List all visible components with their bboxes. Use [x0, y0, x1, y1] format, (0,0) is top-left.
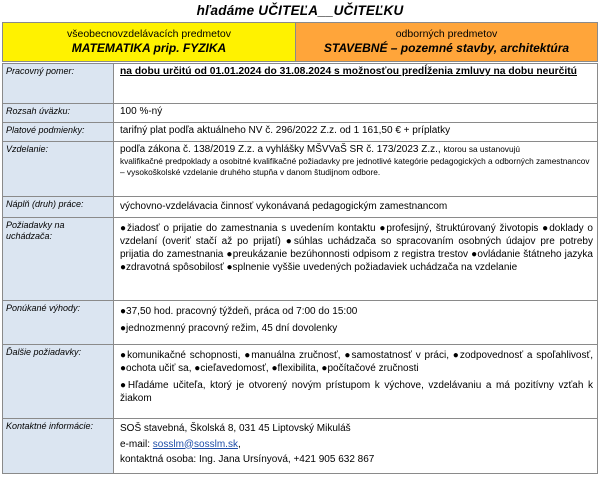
header-left-main: MATEMATIKA prip. FYZIKA [71, 41, 227, 55]
contact-email-label: e-mail: [120, 438, 151, 450]
label-requirements: Požiadavky na uchádzača: [3, 218, 114, 301]
label-contact: Kontaktné informácie: [3, 419, 114, 474]
row-other-requirements [3, 345, 598, 419]
header-general-subjects [2, 22, 295, 62]
subject-headers [2, 22, 598, 62]
label-education: Vzdelanie: [3, 142, 114, 197]
benefit-item: ●jednozmenný pracovný režim, 45 dní dovolenky [120, 323, 338, 334]
contact-person: kontaktná osoba: Ing. Jana Ursínyová, +421 905 632 867 [120, 454, 375, 465]
education-detail: kvalifikačné predpoklady a osobitné kvalifikačné požiadavky pre jednotlivé kategórie pedagogických a odborných zamestnancov – vysokoškolské vzdelanie druhého stupňa v danom študijnom odbore. [120, 156, 590, 177]
info-table [2, 63, 598, 474]
row-education [3, 142, 598, 197]
label-benefits: Ponúkané výhody: [3, 301, 114, 345]
header-right-sub: odborných predmetov [395, 28, 498, 40]
contact-email-tail: , [237, 438, 241, 450]
page-title: hľadáme UČITEĽA__UČITEĽKU [196, 3, 404, 18]
skills-list: ●komunikačné schopnosti, ●manuálna zručnosť, ●samostatnosť v práci, ●zodpovednosť a spoľahlivosť, ●ochota učiť sa, ●cieľavedomosť, ●flexibilita, ●počítačové zručnosti [120, 350, 593, 374]
row-salary [3, 123, 598, 142]
label-job-content: Náplň (druh) práce: [3, 197, 114, 218]
row-job-content [3, 197, 598, 218]
header-right-main: STAVEBNÉ – pozemné stavby, architektúra [323, 41, 570, 55]
value-requirements: ●žiadosť o prijatie do zamestnania s uvedením kontaktu ●profesijný, štruktúrovaný životopis ●doklady o vzdelaní (overiť stačí až po prijatí) ●súhlas uchádzača so spracovaním osobných údajov pre potreby prijatia do zamestnania ●preukázanie bezúhonnosti odpisom z registra trestov ●ovládanie štátneho jazyka ●zdravotná spôsobilosť ●splnenie vyššie uvedených požiadaviek uchádzača na vzdelanie [114, 218, 598, 301]
row-employment [3, 64, 598, 104]
label-other-requirements: Ďalšie požiadavky: [3, 345, 114, 419]
contact-address: SOŠ stavebná, Školská 8, 031 45 Liptovský Mikuláš [120, 423, 351, 434]
contact-email-link[interactable]: sosslm@sosslm.sk [152, 438, 238, 450]
row-benefits [3, 301, 598, 345]
benefit-item: ●37,50 hod. pracovný týždeň, práca od 7:00 do 15:00 [120, 306, 358, 317]
header-left-sub: všeobecnovzdelávacích predmetov [66, 28, 231, 40]
row-workload [3, 104, 598, 123]
value-benefits [114, 301, 598, 345]
value-education [114, 142, 598, 197]
value-other-requirements [114, 345, 598, 419]
header-vocational-subjects [295, 22, 598, 62]
label-employment: Pracovný pomer: [3, 64, 114, 104]
value-contact [114, 419, 598, 474]
row-contact [3, 419, 598, 474]
attitude-note: ●Hľadáme učiteľa, ktorý je otvorený novým prístupom k výchove, vzdelávaniu a má pozitívny vzťah k žiakom [120, 380, 593, 404]
label-salary: Platové podmienky: [3, 123, 114, 142]
contact-email-line [120, 437, 593, 453]
value-employment: na dobu určitú od 01.01.2024 do 31.08.2024 s možnosťou predĺženia zmluvy na dobu neurčitú [114, 64, 598, 104]
education-law: podľa zákona č. 138/2019 Z.z. a vyhlášky MŠVVaŠ SR č. 173/2023 Z.z., [120, 144, 441, 155]
label-workload: Rozsah úväzku: [3, 104, 114, 123]
value-workload: 100 %-ný [114, 104, 598, 123]
education-law-tail: ktorou sa ustanovujú [443, 144, 521, 154]
value-salary: tarifný plat podľa aktuálneho NV č. 296/2022 Z.z. od 1 161,50 € + príplatky [114, 123, 598, 142]
value-job-content: výchovno-vzdelávacia činnosť vykonávaná pedagogickým zamestnancom [114, 197, 598, 218]
row-requirements [3, 218, 598, 301]
